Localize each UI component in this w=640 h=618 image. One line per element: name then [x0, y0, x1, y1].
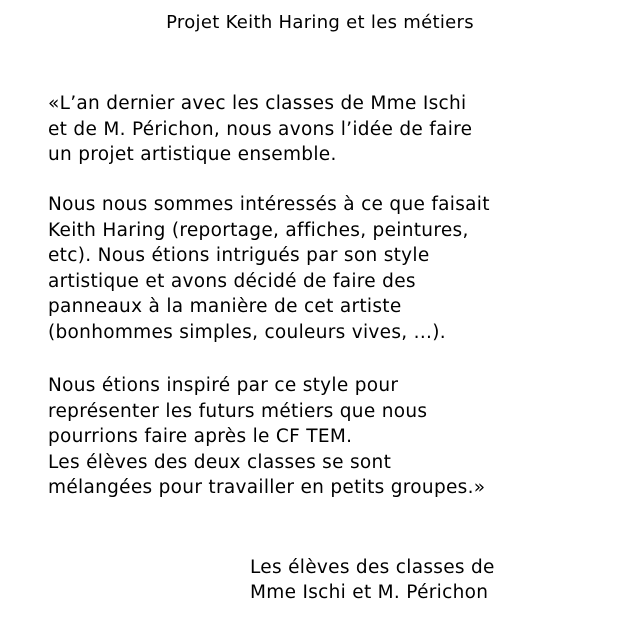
text-line: et de M. Périchon, nous avons l’idée de faire — [48, 118, 473, 140]
text-line: un projet artistique ensemble. — [48, 144, 337, 165]
paragraph-intro — [48, 91, 472, 168]
text-line: «L’an dernier avec les classes de Mme Ischi — [48, 93, 467, 114]
paragraph-inspiration — [48, 373, 485, 501]
signature-block — [250, 555, 495, 605]
signature-line: Les élèves des classes de — [250, 557, 495, 578]
text-line: Nous nous sommes intéressés à ce que faisait — [48, 194, 490, 215]
text-line: pourrions faire après le CF TEM. — [48, 426, 353, 447]
text-line: etc). Nous étions intrigués par son style — [48, 245, 430, 266]
text-line: Nous étions inspiré par ce style pour — [48, 375, 399, 396]
text-line: Keith Haring (reportage, affiches, peintures, — [48, 219, 469, 241]
text-line: mélangées pour travailler en petits groupes.» — [48, 477, 486, 498]
text-line: panneaux à la manière de cet artiste — [48, 296, 402, 317]
document-title: Projet Keith Haring et les métiers — [166, 12, 474, 33]
paragraph-interest — [48, 192, 490, 345]
text-line: représenter les futurs métiers que nous — [48, 400, 428, 422]
text-line: artistique et avons décidé de faire des — [48, 270, 416, 292]
signature-line: Mme Ischi et M. Périchon — [250, 582, 489, 603]
text-line: Les élèves des deux classes se sont — [48, 451, 392, 473]
text-line: (bonhommes simples, couleurs vives, ...). — [48, 321, 446, 343]
